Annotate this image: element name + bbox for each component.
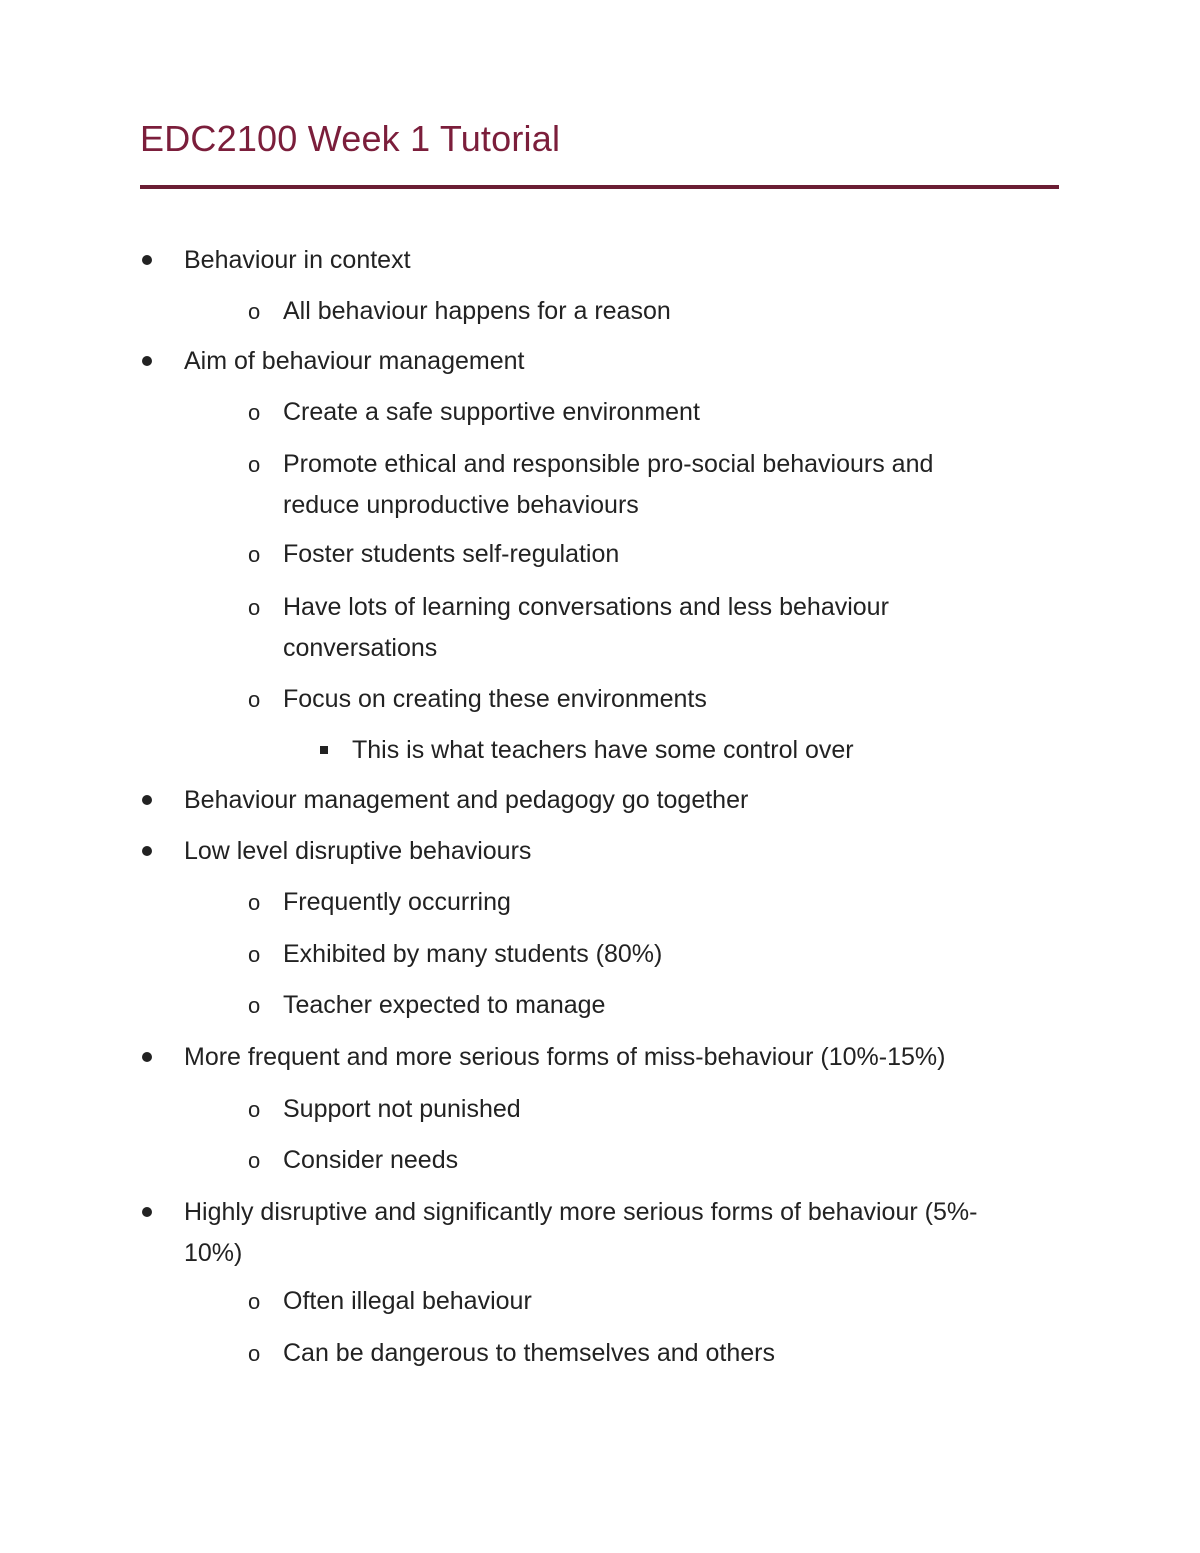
list-item-text: Consider needs (283, 1146, 459, 1174)
bullet-dot-icon (142, 255, 152, 265)
bullet-circle-icon: o (248, 1148, 261, 1173)
bullet-circle-icon: o (248, 1097, 261, 1122)
list-item-text: Exhibited by many students (80%) (283, 940, 663, 968)
bullet-circle-icon: o (248, 687, 261, 712)
bullet-circle-icon: o (248, 299, 261, 324)
list-item-text: Can be dangerous to themselves and others (283, 1339, 775, 1367)
bullet-circle-icon: o (248, 993, 261, 1018)
list-item-text: Promote ethical and responsible pro-social behaviours and (283, 450, 934, 478)
bullet-dot-icon (142, 1207, 152, 1217)
list-item-text: reduce unproductive behaviours (283, 491, 639, 519)
list-item-text: Teacher expected to manage (283, 991, 606, 1019)
bullet-dot-icon (142, 356, 152, 366)
bullet-square-icon (320, 746, 328, 754)
list-item-text: This is what teachers have some control over (352, 736, 854, 764)
bullet-dot-icon (142, 846, 152, 856)
list-item-text: Create a safe supportive environment (283, 398, 700, 426)
bullet-circle-icon: o (248, 1341, 261, 1366)
list-item-text: Behaviour in context (184, 246, 411, 274)
list-item-text: conversations (283, 634, 438, 662)
title-divider (140, 185, 1059, 189)
list-item-text: Highly disruptive and significantly more serious forms of behaviour (5%- (184, 1198, 978, 1226)
list-item-text: More frequent and more serious forms of miss-behaviour (10%-15%) (184, 1043, 946, 1071)
list-item-text: Support not punished (283, 1095, 521, 1123)
list-item-text: Foster students self-regulation (283, 540, 620, 568)
bullet-circle-icon: o (248, 595, 261, 620)
list-item-text: All behaviour happens for a reason (283, 297, 671, 325)
bullet-circle-icon: o (248, 1289, 261, 1314)
list-item-text: Aim of behaviour management (184, 347, 525, 375)
list-item-text: Have lots of learning conversations and less behaviour (283, 593, 889, 621)
bullet-circle-icon: o (248, 942, 261, 967)
bullet-dot-icon (142, 795, 152, 805)
list-item-text: Frequently occurring (283, 888, 511, 916)
bullet-circle-icon: o (248, 452, 261, 477)
bullet-circle-icon: o (248, 890, 261, 915)
page-title: EDC2100 Week 1 Tutorial (140, 118, 561, 159)
bullet-circle-icon: o (248, 400, 261, 425)
bullet-dot-icon (142, 1052, 152, 1062)
list-item-text: Focus on creating these environments (283, 685, 707, 713)
list-item-text: Low level disruptive behaviours (184, 837, 532, 865)
list-item-text: Behaviour management and pedagogy go together (184, 786, 749, 814)
bullet-circle-icon: o (248, 542, 261, 567)
list-item-text: Often illegal behaviour (283, 1287, 532, 1315)
list-item-text: 10%) (184, 1239, 243, 1267)
